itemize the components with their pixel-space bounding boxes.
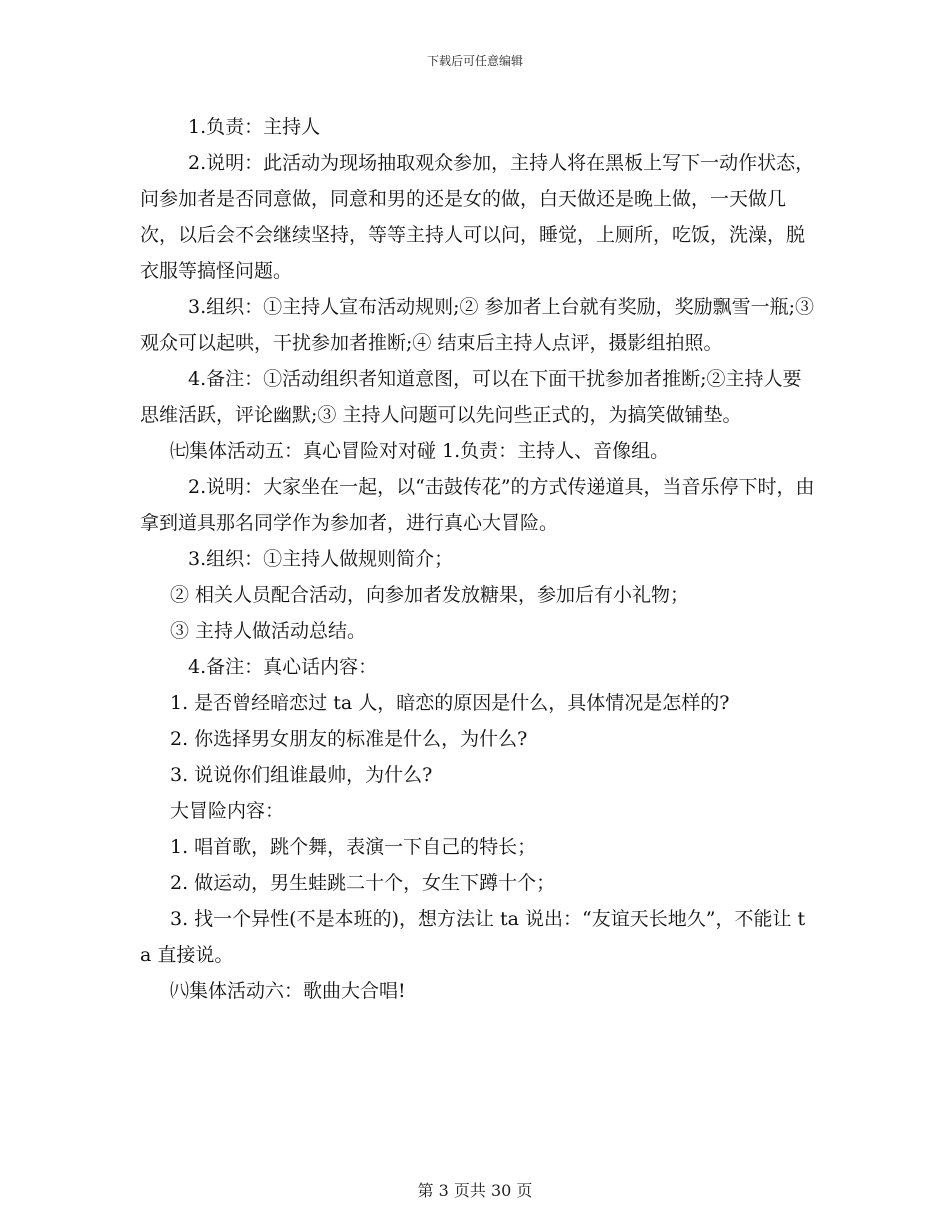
paragraph: ③ 主持人做活动总结。 xyxy=(170,620,367,642)
list-item: 1. 是否曾经暗恋过 ta 人，暗恋的原因是什么，具体情况是怎样的? xyxy=(170,692,730,714)
section-heading: 大冒险内容： xyxy=(170,800,285,822)
paragraph: 2.说明：此活动为现场抽取观众参加，主持人将在黑板上写下一动作状态，问参加者是否同意做，同意和男的还是女的做，白天做还是晚上做，一天做几次，以后会不会继续坚持，等等主持人可以问，睡觉，上厕所，吃饭，洗澡，脱衣服等搞怪问题。 xyxy=(140,152,815,282)
page-footer: 第 3 页共 30 页 xyxy=(417,1181,533,1200)
list-item: 3. 找一个异性(不是本班的)，想方法让 ta 说出：“友谊天长地久”，不能让 ta 直接说。 xyxy=(140,908,806,966)
list-item: 3. 说说你们组谁最帅，为什么? xyxy=(170,764,433,786)
paragraph: 4.备注：真心话内容： xyxy=(188,656,378,678)
document-body xyxy=(140,109,821,1009)
list-item: 1. 唱首歌，跳个舞，表演一下自己的特长； xyxy=(170,836,537,858)
paragraph: 2.说明：大家坐在一起，以“击鼓传花”的方式传递道具，当音乐停下时，由拿到道具那名同学作为参加者，进行真心大冒险。 xyxy=(140,476,815,534)
paragraph: ㈧集体活动六：歌曲大合唱! xyxy=(170,980,406,1002)
paragraph: 1.负责：主持人 xyxy=(188,116,321,138)
paragraph: 3.组织：①主持人宣布活动规则;② 参加者上台就有奖励，奖励飘雪一瓶;③ 观众可以起哄，干扰参加者推断;④ 结束后主持人点评，摄影组拍照。 xyxy=(140,296,821,354)
paragraph: ② 相关人员配合活动，向参加者发放糖果，参加后有小礼物； xyxy=(170,584,690,606)
page-header: 下载后可任意编辑 xyxy=(426,54,523,68)
paragraph: 4.备注：①活动组织者知道意图，可以在下面干扰参加者推断;②主持人要思维活跃，评论幽默;③ 主持人问题可以先问些正式的，为搞笑做铺垫。 xyxy=(140,368,802,426)
list-item: 2. 你选择男女朋友的标准是什么，为什么? xyxy=(170,728,528,750)
paragraph: ㈦集体活动五：真心冒险对对碰 1.负责：主持人、音像组。 xyxy=(170,440,670,462)
paragraph: 3.组织：①主持人做规则简介； xyxy=(188,548,454,570)
list-item: 2. 做运动，男生蛙跳二十个，女生下蹲十个； xyxy=(170,872,556,894)
